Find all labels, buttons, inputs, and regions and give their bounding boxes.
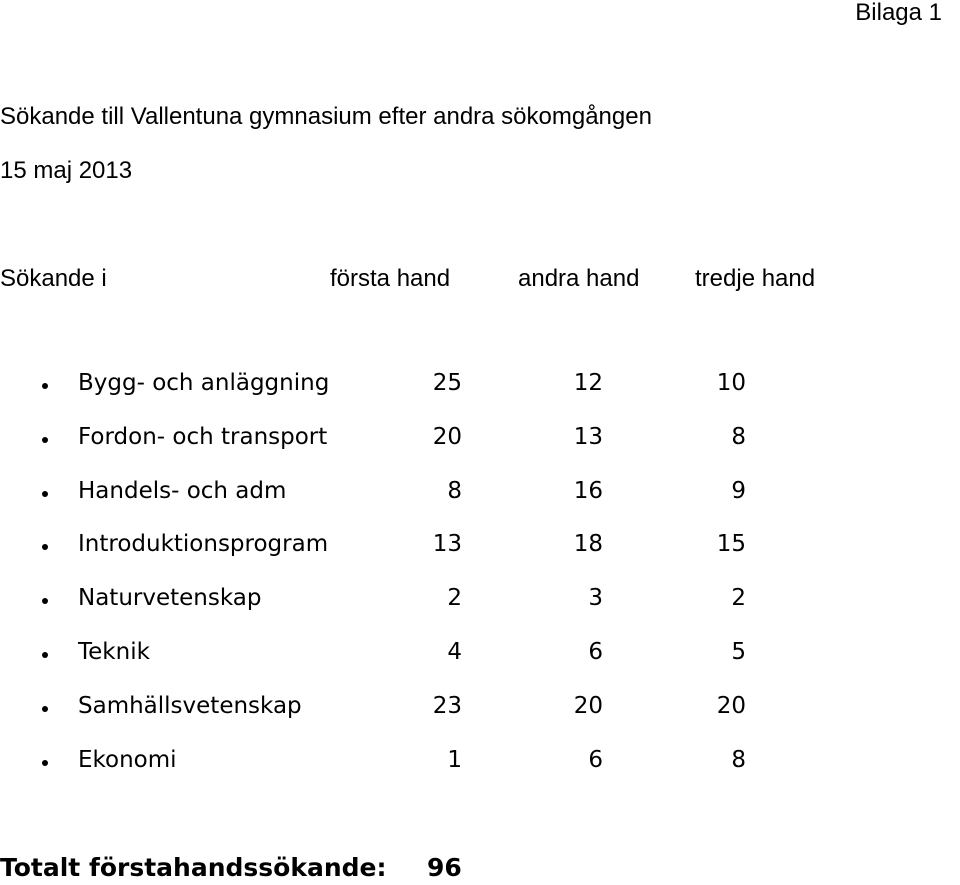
third-choice-count: 10 [716, 370, 746, 396]
second-choice-count: 6 [588, 746, 603, 773]
program-row [0, 478, 960, 532]
first-choice-count: 8 [447, 477, 462, 504]
second-choice-count: 6 [588, 638, 603, 665]
first-choice-count: 1 [447, 746, 462, 773]
second-choice-count: 13 [573, 423, 603, 450]
program-name: Handels- och adm [78, 477, 287, 504]
bullet-icon [42, 706, 48, 712]
bullet-icon [42, 437, 48, 443]
first-choice-count: 13 [432, 531, 462, 558]
total-label: Totalt förstahandssökande: [0, 853, 387, 882]
second-choice-count: 16 [573, 477, 603, 504]
third-choice-count: 2 [731, 585, 746, 612]
program-row [0, 531, 960, 585]
document-date: 15 maj 2013 [0, 157, 133, 184]
first-choice-count: 2 [447, 585, 462, 612]
appendix-label: Bilaga 1 [855, 0, 942, 26]
program-name: Fordon- och transport [78, 423, 328, 450]
header-applicants-in: Sökande i [0, 265, 107, 292]
third-choice-count: 5 [731, 638, 746, 665]
bullet-icon [42, 544, 48, 550]
second-choice-count: 20 [573, 692, 603, 719]
header-second-choice: andra hand [518, 265, 640, 292]
program-list [0, 370, 960, 800]
header-first-choice: första hand [330, 265, 451, 292]
bullet-icon [42, 652, 48, 658]
second-choice-count: 12 [573, 370, 603, 396]
program-name: Teknik [78, 638, 150, 665]
second-choice-count: 3 [588, 585, 603, 612]
bullet-icon [42, 383, 48, 389]
bullet-icon [42, 598, 48, 604]
program-row [0, 424, 960, 478]
first-choice-count: 20 [432, 423, 462, 450]
third-choice-count: 8 [731, 746, 746, 773]
program-row [0, 693, 960, 747]
first-choice-count: 23 [432, 692, 462, 719]
program-name: Samhällsvetenskap [78, 692, 302, 719]
program-row [0, 585, 960, 639]
program-name: Ekonomi [78, 746, 177, 773]
second-choice-count: 18 [573, 531, 603, 558]
bullet-icon [42, 491, 48, 497]
document-title: Sökande till Vallentuna gymnasium efter andra sökomgången [0, 103, 652, 130]
bullet-icon [42, 760, 48, 766]
program-name: Naturvetenskap [78, 585, 262, 612]
program-row [0, 370, 960, 424]
program-name: Bygg- och anläggning [78, 370, 330, 396]
total-value: 96 [427, 853, 462, 882]
third-choice-count: 15 [716, 531, 746, 558]
program-row [0, 747, 960, 801]
header-third-choice: tredje hand [695, 265, 816, 292]
third-choice-count: 9 [731, 477, 746, 504]
program-row [0, 639, 960, 693]
program-name: Introduktionsprogram [78, 531, 329, 558]
first-choice-count: 4 [447, 638, 462, 665]
first-choice-count: 25 [432, 370, 462, 396]
third-choice-count: 8 [731, 423, 746, 450]
third-choice-count: 20 [716, 692, 746, 719]
